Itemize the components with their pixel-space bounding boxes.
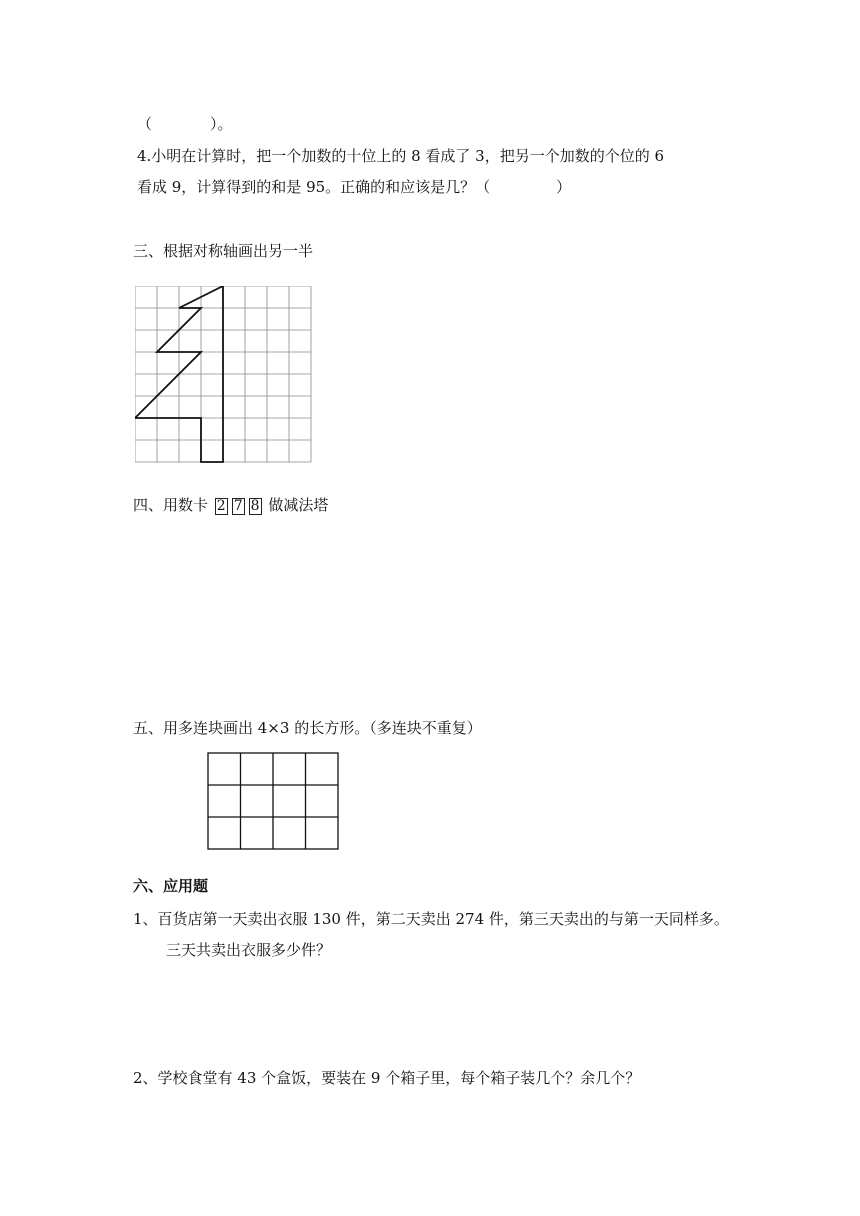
number-card-2: 2 <box>216 498 226 514</box>
paren-open: （ <box>137 115 153 133</box>
symmetry-grid[interactable] <box>135 286 313 464</box>
section6-title: 六、应用题 <box>133 877 209 895</box>
paren-close: ）。 <box>210 115 233 133</box>
answer-blank-prev <box>137 114 233 134</box>
q4-line2 <box>137 177 571 197</box>
number-card-8: 8 <box>250 498 260 514</box>
problem1-line1: 1、百货店第一天卖出衣服 130 件，第二天卖出 274 件，第三天卖出的与第一天同样多。 <box>133 910 729 928</box>
q4-line2-text: 看成 9，计算得到的和是 95。正确的和应该是几？（ <box>137 178 491 196</box>
section4-line <box>133 495 328 515</box>
rectangle-grid-4x3[interactable] <box>207 752 340 852</box>
q4-line1: 4.小明在计算时，把一个加数的十位上的 8 看成了 3，把另一个加数的个位的 6 <box>137 147 665 165</box>
q4-paren-close: ） <box>556 178 572 196</box>
section4-prefix: 四、用数卡 <box>133 496 209 514</box>
section3-title: 三、根据对称轴画出另一半 <box>133 242 314 260</box>
problem1-line2: 三天共卖出衣服多少件？ <box>166 941 332 959</box>
problem2: 2、学校食堂有 43 个盒饭，要装在 9 个箱子里，每个箱子装几个？余几个？ <box>133 1069 641 1087</box>
section4-suffix: 做减法塔 <box>268 496 329 514</box>
section5-title: 五、用多连块画出 4×3 的长方形。（多连块不重复） <box>133 719 482 737</box>
number-card-7: 7 <box>233 498 243 514</box>
